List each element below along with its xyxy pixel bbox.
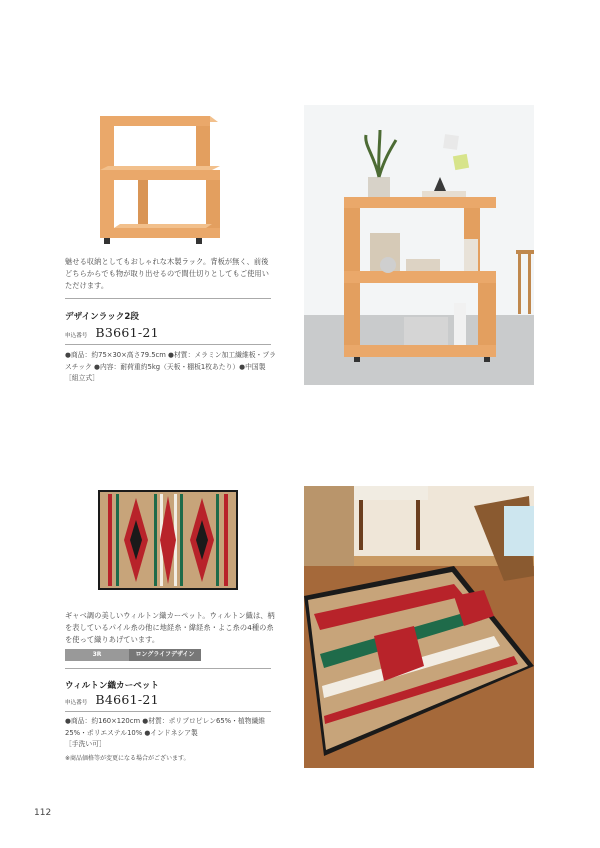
product-code-row: [65, 692, 159, 707]
product-specs: [65, 350, 277, 385]
spec-line: ●商品：約75×30×高さ79.5cm ●材質：メラミン加工繊維板・プラ: [65, 351, 276, 359]
spec-line: スチック ●内容：耐荷重約5kg（天板・棚板1枚あたり）●中国製: [65, 362, 266, 371]
product-specs: [65, 716, 277, 751]
rug-cutout-image: [98, 490, 238, 590]
spec-line: ●商品：約160×120cm ●材質：ポリプロピレン65%・植物繊維: [65, 717, 266, 725]
product-code: B4661-21: [95, 692, 159, 707]
product-description: ギャベ調の美しいウィルトン織カーペット。ウィルトン織は、柄を表しているパイル糸の他に地経糸・緯経糸・よこ糸の4種の糸を使って織りあげています。: [65, 611, 275, 644]
code-label: 申込番号: [65, 700, 88, 706]
spec-line: ［組立式］: [65, 374, 99, 382]
rug-room-photo: [304, 486, 534, 768]
spec-line: 25%・ポリエステル10% ●インドネシア製: [65, 728, 198, 737]
page-number: 112: [34, 808, 52, 818]
product-name: デザインラック2段: [65, 312, 139, 322]
rack-cutout-image: [98, 110, 223, 250]
divider: [65, 298, 271, 299]
tag-3r: 3R: [65, 649, 129, 661]
divider: [65, 711, 271, 712]
price-change-note: ※商品価格等が変更になる場合がございます。: [65, 755, 190, 762]
product-code: B3661-21: [95, 325, 159, 340]
product-code-row: [65, 325, 159, 340]
tag-long-life-design: ロングライフデザイン: [129, 649, 201, 661]
spec-line: ［手洗い可］: [65, 740, 106, 748]
code-label: 申込番号: [65, 333, 88, 339]
product-name: ウィルトン織カーペット: [65, 681, 160, 691]
divider: [65, 344, 271, 345]
rack-room-photo: [304, 105, 534, 385]
divider: [65, 668, 271, 669]
product-description: 魅せる収納としてもおしゃれな木製ラック。背板が無く、前後どちらからでも物が取り出せるので間仕切りとしてもご使用いただけます。: [65, 257, 269, 290]
